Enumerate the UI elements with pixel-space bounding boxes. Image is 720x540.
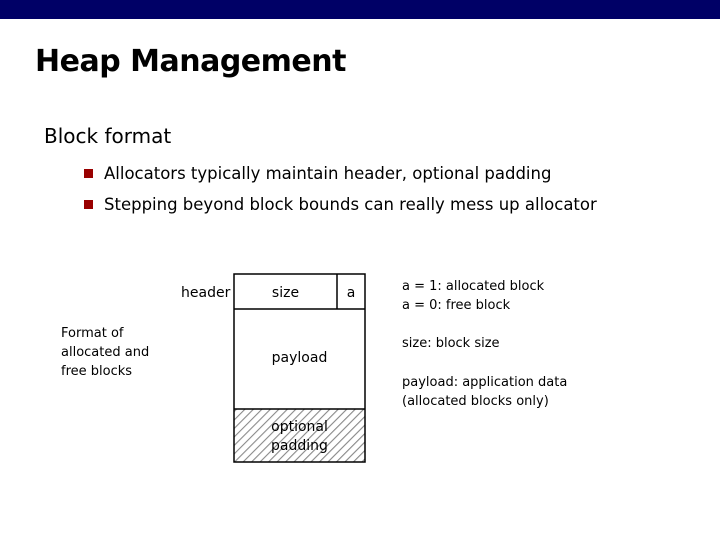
section-heading: Block format [44, 124, 172, 148]
alloc-bit: a [346, 285, 356, 301]
alloc-note [402, 277, 544, 315]
padding-line: optional [271, 419, 328, 435]
payload-note [402, 373, 567, 411]
note-line: (allocated blocks only) [402, 394, 549, 409]
slide-title: Heap Management [35, 44, 346, 79]
bullet-text: Stepping beyond block bounds can really mess up allocator [104, 195, 597, 214]
caption-line: Format of [61, 326, 124, 341]
caption-line: free blocks [61, 364, 133, 379]
padding-line: padding [271, 438, 328, 454]
note-line: payload: application data [402, 375, 568, 390]
header-label: header [181, 285, 231, 301]
note-line: a = 0: free block [402, 298, 511, 313]
payload-region: payload [271, 350, 328, 366]
size-note: size: block size [402, 336, 500, 351]
note-line: a = 1: allocated block [402, 279, 545, 294]
size-field: size [271, 285, 300, 301]
caption-line: allocated and [61, 345, 150, 360]
padding-region [234, 418, 365, 456]
bullet-text: Allocators typically maintain header, optional padding [104, 164, 552, 183]
